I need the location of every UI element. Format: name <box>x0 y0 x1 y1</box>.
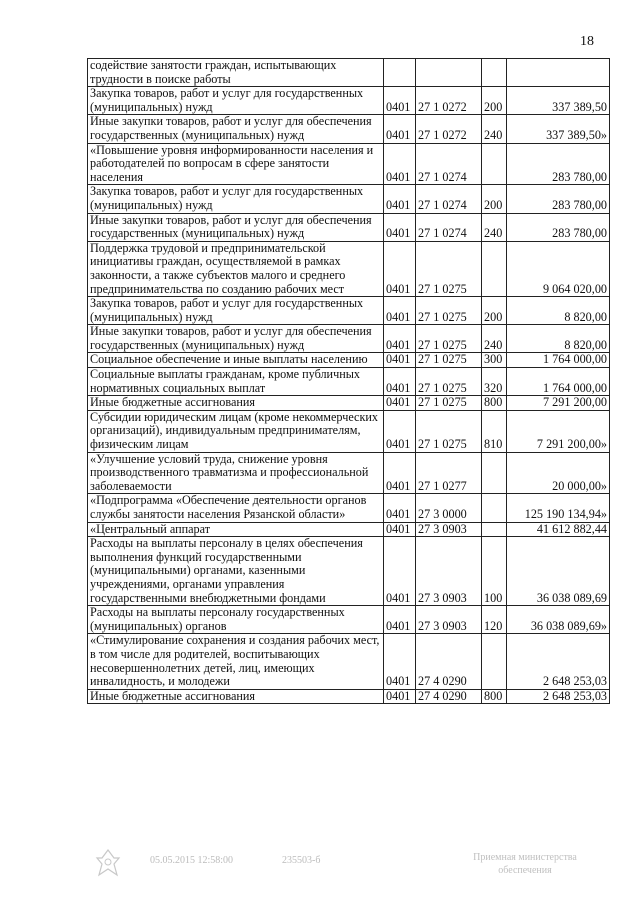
row-section-code: 0401 <box>384 410 416 452</box>
row-target-code: 27 3 0903 <box>416 522 482 537</box>
table-row <box>88 494 610 522</box>
row-section-code: 0401 <box>384 87 416 115</box>
row-name: «Подпрограмма «Обеспечение деятельности органов службы занятости населения Рязанской области» <box>88 494 384 522</box>
table-row <box>88 634 610 689</box>
row-amount: 1 764 000,00 <box>507 368 610 396</box>
row-target-code: 27 4 0290 <box>416 689 482 704</box>
row-target-code: 27 1 0272 <box>416 115 482 143</box>
document-seal-icon <box>95 848 121 878</box>
row-section-code: 0401 <box>384 115 416 143</box>
table-row <box>88 452 610 494</box>
row-expense-type: 200 <box>482 87 507 115</box>
row-expense-type <box>482 452 507 494</box>
row-expense-type: 200 <box>482 185 507 213</box>
row-amount: 125 190 134,94» <box>507 494 610 522</box>
row-expense-type: 800 <box>482 689 507 704</box>
row-expense-type: 120 <box>482 606 507 634</box>
row-section-code: 0401 <box>384 634 416 689</box>
row-section-code: 0401 <box>384 494 416 522</box>
row-section-code: 0401 <box>384 537 416 606</box>
row-expense-type: 100 <box>482 537 507 606</box>
row-amount: 8 820,00 <box>507 297 610 325</box>
row-name: Иные закупки товаров, работ и услуг для обеспечения государственных (муниципальных) нужд <box>88 115 384 143</box>
page-number: 18 <box>580 34 594 49</box>
table-row <box>88 410 610 452</box>
row-section-code: 0401 <box>384 297 416 325</box>
row-name: Расходы на выплаты персоналу в целях обеспечения выполнения функций государственными (муниципальными) органами, казенными учреждениями, органами управления государственными внебюджетными фондами <box>88 537 384 606</box>
row-section-code: 0401 <box>384 689 416 704</box>
row-section-code: 0401 <box>384 213 416 241</box>
table-row <box>88 522 610 537</box>
row-name: «Центральный аппарат <box>88 522 384 537</box>
table-row <box>88 325 610 353</box>
row-expense-type: 320 <box>482 368 507 396</box>
row-amount: 2 648 253,03 <box>507 634 610 689</box>
row-name: Социальное обеспечение и иные выплаты населению <box>88 353 384 368</box>
row-name: Иные бюджетные ассигнования <box>88 396 384 411</box>
row-section-code: 0401 <box>384 353 416 368</box>
row-expense-type: 240 <box>482 213 507 241</box>
row-section-code: 0401 <box>384 143 416 185</box>
table-row <box>88 143 610 185</box>
row-name: содействие занятости граждан, испытывающих трудности в поиске работы <box>88 59 384 87</box>
table-row <box>88 185 610 213</box>
table-row <box>88 87 610 115</box>
table-row <box>88 368 610 396</box>
row-amount: 283 780,00 <box>507 213 610 241</box>
row-target-code: 27 1 0275 <box>416 325 482 353</box>
row-expense-type: 240 <box>482 325 507 353</box>
row-expense-type <box>482 634 507 689</box>
row-name: «Улучшение условий труда, снижение уровня производственного травматизма и профессиональной заболеваемости <box>88 452 384 494</box>
budget-table <box>87 58 610 704</box>
row-amount: 7 291 200,00» <box>507 410 610 452</box>
row-amount: 36 038 089,69 <box>507 537 610 606</box>
budget-table-body <box>88 59 610 704</box>
row-name: Иные закупки товаров, работ и услуг для обеспечения государственных (муниципальных) нужд <box>88 325 384 353</box>
row-amount: 337 389,50» <box>507 115 610 143</box>
row-expense-type <box>482 522 507 537</box>
row-target-code: 27 3 0903 <box>416 606 482 634</box>
table-row <box>88 241 610 296</box>
table-row <box>88 213 610 241</box>
row-section-code: 0401 <box>384 185 416 213</box>
row-expense-type: 810 <box>482 410 507 452</box>
row-amount: 41 612 882,44 <box>507 522 610 537</box>
row-amount: 7 291 200,00 <box>507 396 610 411</box>
row-name: Закупка товаров, работ и услуг для государственных (муниципальных) нужд <box>88 297 384 325</box>
table-row <box>88 537 610 606</box>
table-row <box>88 396 610 411</box>
row-amount: 36 038 089,69» <box>507 606 610 634</box>
row-target-code: 27 1 0274 <box>416 143 482 185</box>
table-row <box>88 689 610 704</box>
row-expense-type <box>482 494 507 522</box>
table-row <box>88 353 610 368</box>
row-target-code: 27 1 0275 <box>416 368 482 396</box>
row-section-code: 0401 <box>384 396 416 411</box>
row-target-code: 27 1 0275 <box>416 353 482 368</box>
row-section-code: 0401 <box>384 522 416 537</box>
row-amount: 283 780,00 <box>507 143 610 185</box>
row-section-code: 0401 <box>384 452 416 494</box>
row-target-code: 27 3 0903 <box>416 537 482 606</box>
registry-stamp <box>450 851 600 877</box>
row-expense-type: 200 <box>482 297 507 325</box>
row-section-code: 0401 <box>384 241 416 296</box>
row-amount: 1 764 000,00 <box>507 353 610 368</box>
row-amount: 20 000,00» <box>507 452 610 494</box>
row-target-code: 27 1 0275 <box>416 297 482 325</box>
row-name: Закупка товаров, работ и услуг для государственных (муниципальных) нужд <box>88 87 384 115</box>
row-expense-type: 240 <box>482 115 507 143</box>
row-target-code: 27 4 0290 <box>416 634 482 689</box>
row-expense-type: 800 <box>482 396 507 411</box>
footer-document-id: 235503-б <box>282 855 321 866</box>
row-expense-type <box>482 241 507 296</box>
row-name: Иные закупки товаров, работ и услуг для обеспечения государственных (муниципальных) нужд <box>88 213 384 241</box>
row-section-code: 0401 <box>384 606 416 634</box>
row-amount <box>507 59 610 87</box>
row-target-code: 27 1 0275 <box>416 241 482 296</box>
row-section-code: 0401 <box>384 368 416 396</box>
stamp-line-2: обеспечения <box>498 865 552 876</box>
row-amount: 8 820,00 <box>507 325 610 353</box>
row-amount: 283 780,00 <box>507 185 610 213</box>
row-name: «Повышение уровня информированности населения и работодателей по вопросам в сфере занятости населения <box>88 143 384 185</box>
row-target-code: 27 1 0275 <box>416 410 482 452</box>
row-name: Закупка товаров, работ и услуг для государственных (муниципальных) нужд <box>88 185 384 213</box>
footer-date: 05.05.2015 12:58:00 <box>150 855 234 866</box>
table-row <box>88 59 610 87</box>
row-target-code: 27 1 0272 <box>416 87 482 115</box>
row-target-code: 27 1 0277 <box>416 452 482 494</box>
row-amount: 337 389,50 <box>507 87 610 115</box>
row-expense-type: 300 <box>482 353 507 368</box>
row-name: Социальные выплаты гражданам, кроме публичных нормативных социальных выплат <box>88 368 384 396</box>
row-target-code <box>416 59 482 87</box>
table-row <box>88 115 610 143</box>
row-name: Субсидии юридическим лицам (кроме некоммерческих организаций), индивидуальным предпринимателям, физическим лицам <box>88 410 384 452</box>
row-name: Иные бюджетные ассигнования <box>88 689 384 704</box>
row-target-code: 27 1 0274 <box>416 185 482 213</box>
row-target-code: 27 1 0275 <box>416 396 482 411</box>
row-expense-type <box>482 59 507 87</box>
table-row <box>88 606 610 634</box>
row-expense-type <box>482 143 507 185</box>
row-name: Поддержка трудовой и предпринимательской инициативы граждан, осуществляемой в рамках законности, а также субъектов малого и среднего предпринимательства по созданию рабочих мест <box>88 241 384 296</box>
row-name: Расходы на выплаты персоналу государственных (муниципальных) органов <box>88 606 384 634</box>
row-target-code: 27 1 0274 <box>416 213 482 241</box>
table-row <box>88 297 610 325</box>
row-section-code: 0401 <box>384 325 416 353</box>
stamp-line-1: Приемная министерства <box>473 852 577 863</box>
row-section-code <box>384 59 416 87</box>
row-amount: 9 064 020,00 <box>507 241 610 296</box>
row-target-code: 27 3 0000 <box>416 494 482 522</box>
row-name: «Стимулирование сохранения и создания рабочих мест, в том числе для родителей, воспитывающих несовершеннолетних детей, лиц, имеющих инвалидность, и молодежи <box>88 634 384 689</box>
row-amount: 2 648 253,03 <box>507 689 610 704</box>
